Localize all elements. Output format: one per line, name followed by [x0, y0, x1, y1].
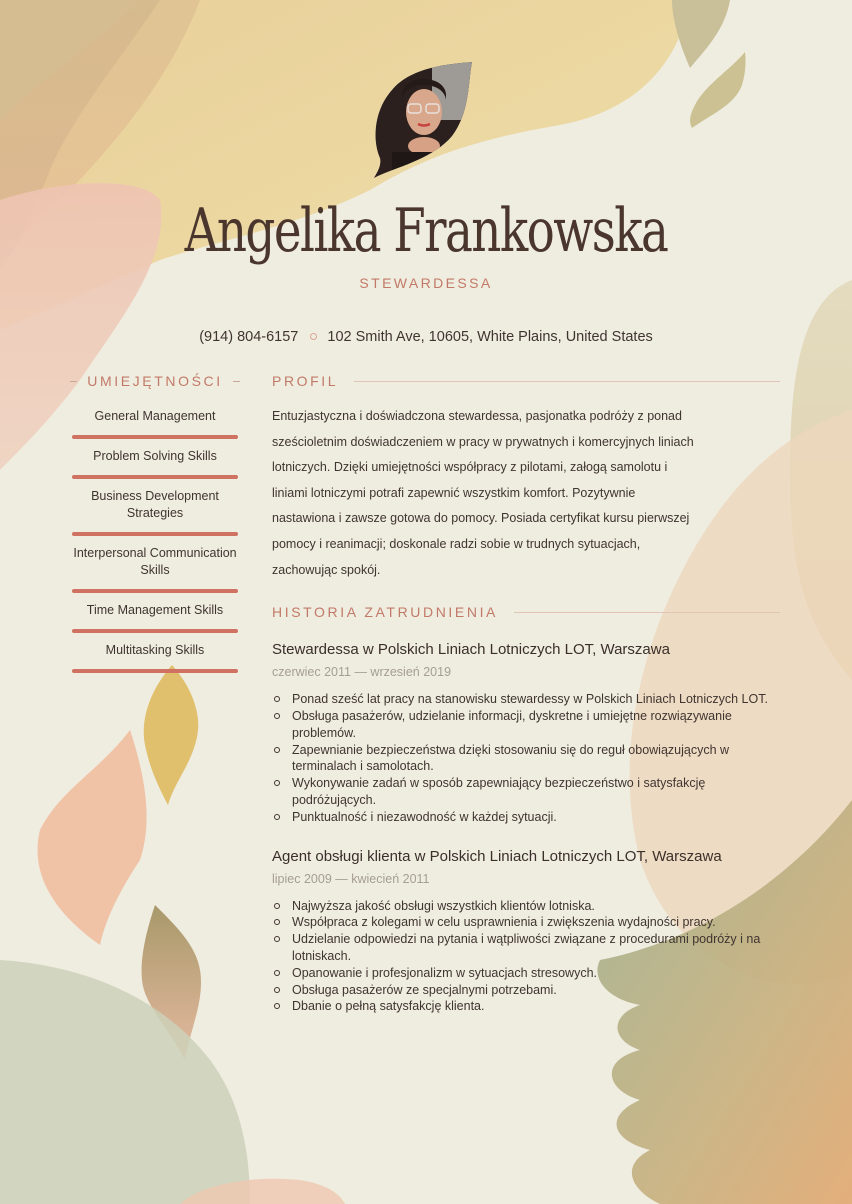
skills-heading-label: UMIEJĘTNOŚCI: [87, 373, 223, 389]
divider: [233, 381, 240, 382]
bullet-item: Obsługa pasażerów, udzielanie informacji, dyskretne i umiejętne rozwiązywanie problemów.: [272, 708, 780, 742]
job-bullets: [272, 691, 780, 825]
employment-history-section: [272, 601, 780, 1015]
divider: [514, 612, 780, 613]
bullet-item: Opanowanie i profesjonalizm w sytuacjach stresowych.: [272, 965, 780, 982]
history-heading-label: HISTORIA ZATRUDNIENIA: [272, 604, 498, 621]
bullet-item: Obsługa pasażerów ze specjalnymi potrzebami.: [272, 982, 780, 999]
job-title: STEWARDESSA: [359, 275, 493, 291]
profile-heading-label: PROFIL: [272, 373, 339, 389]
job-entry: [272, 639, 780, 825]
skill-label: Business Development Strategies: [91, 489, 219, 520]
job-entry-title: Stewardessa w Polskich Liniach Lotniczych LOT, Warszawa: [272, 641, 670, 659]
skill-item: [70, 633, 240, 673]
skill-label: Time Management Skills: [86, 603, 224, 617]
job-entry-dates: czerwiec 2011 — wrzesień 2019: [272, 665, 452, 680]
divider: [354, 381, 780, 382]
bullet-item: Punktualność i niezawodność w każdej sytuacji.: [272, 809, 780, 826]
bullet-item: Najwyższa jakość obsługi wszystkich klientów lotniska.: [272, 898, 780, 915]
candidate-name: Angelika Frankowska: [184, 196, 668, 266]
contact-line: [0, 329, 852, 345]
job-bullets: [272, 898, 780, 1016]
job-entry: [272, 846, 780, 1016]
bullet-item: Dbanie o pełną satysfakcję klienta.: [272, 998, 780, 1015]
separator-dot-icon: [310, 333, 317, 340]
skill-item: [70, 479, 240, 536]
address: 102 Smith Ave, 10605, White Plains, United States: [327, 329, 653, 345]
skill-label: Interpersonal Communication Skills: [73, 546, 237, 577]
bullet-item: Ponad sześć lat pracy na stanowisku stewardessy w Polskich Liniach Lotniczych LOT.: [272, 691, 780, 708]
job-entry-dates: lipiec 2009 — kwiecień 2011: [272, 871, 430, 886]
skills-heading: [70, 370, 240, 392]
skills-section: [70, 370, 240, 673]
profile-text: Entuzjastyczna i doświadczona stewardessa, pasjonatka podróży z ponad sześcioletnim doświadczeniem w pracy w prywatnych i komercyjnych liniach lotniczych. Dzięki umiejętności współpracy z pilotami, załogą samolotu i liniami lotniczymi potrafi zapewnić wszystkim komfort. Pozytywnie nastawiona i zawsze gotowa do pomocy. Posiada certyfikat kursu pierwszej pomocy i reanimacji; doskonale radzi sobie w trudnych sytuacjach, zachowując spokój.: [272, 409, 694, 577]
history-heading: [272, 601, 780, 623]
avatar: [372, 60, 476, 178]
skill-item: [70, 392, 240, 439]
bullet-item: Zapewnianie bezpieczeństwa dzięki stosowaniu się do reguł obowiązujących w terminalach i samolotach.: [272, 742, 780, 776]
divider: [70, 381, 77, 382]
profile-heading: [272, 370, 780, 392]
skill-label: Problem Solving Skills: [93, 449, 217, 463]
bullet-item: Udzielanie odpowiedzi na pytania i wątpliwości związane z procedurami podróży i na lotniskach.: [272, 931, 780, 965]
skill-label: General Management: [94, 409, 216, 423]
skill-item: [70, 593, 240, 633]
skill-item: [70, 536, 240, 593]
skill-bar: [72, 669, 238, 673]
phone-number: (914) 804-6157: [199, 329, 299, 345]
main-column: [272, 370, 780, 1015]
bullet-item: Wykonywanie zadań w sposób zapewniający bezpieczeństwo i satysfakcję podróżujących.: [272, 775, 780, 809]
bullet-item: Współpraca z kolegami w celu usprawnienia i zwiększenia wydajności pracy.: [272, 914, 780, 931]
skill-label: Multitasking Skills: [105, 643, 205, 657]
profile-photo: [372, 60, 476, 178]
job-entry-title: Agent obsługi klienta w Polskich Liniach Lotniczych LOT, Warszawa: [272, 847, 722, 865]
skill-item: [70, 439, 240, 479]
